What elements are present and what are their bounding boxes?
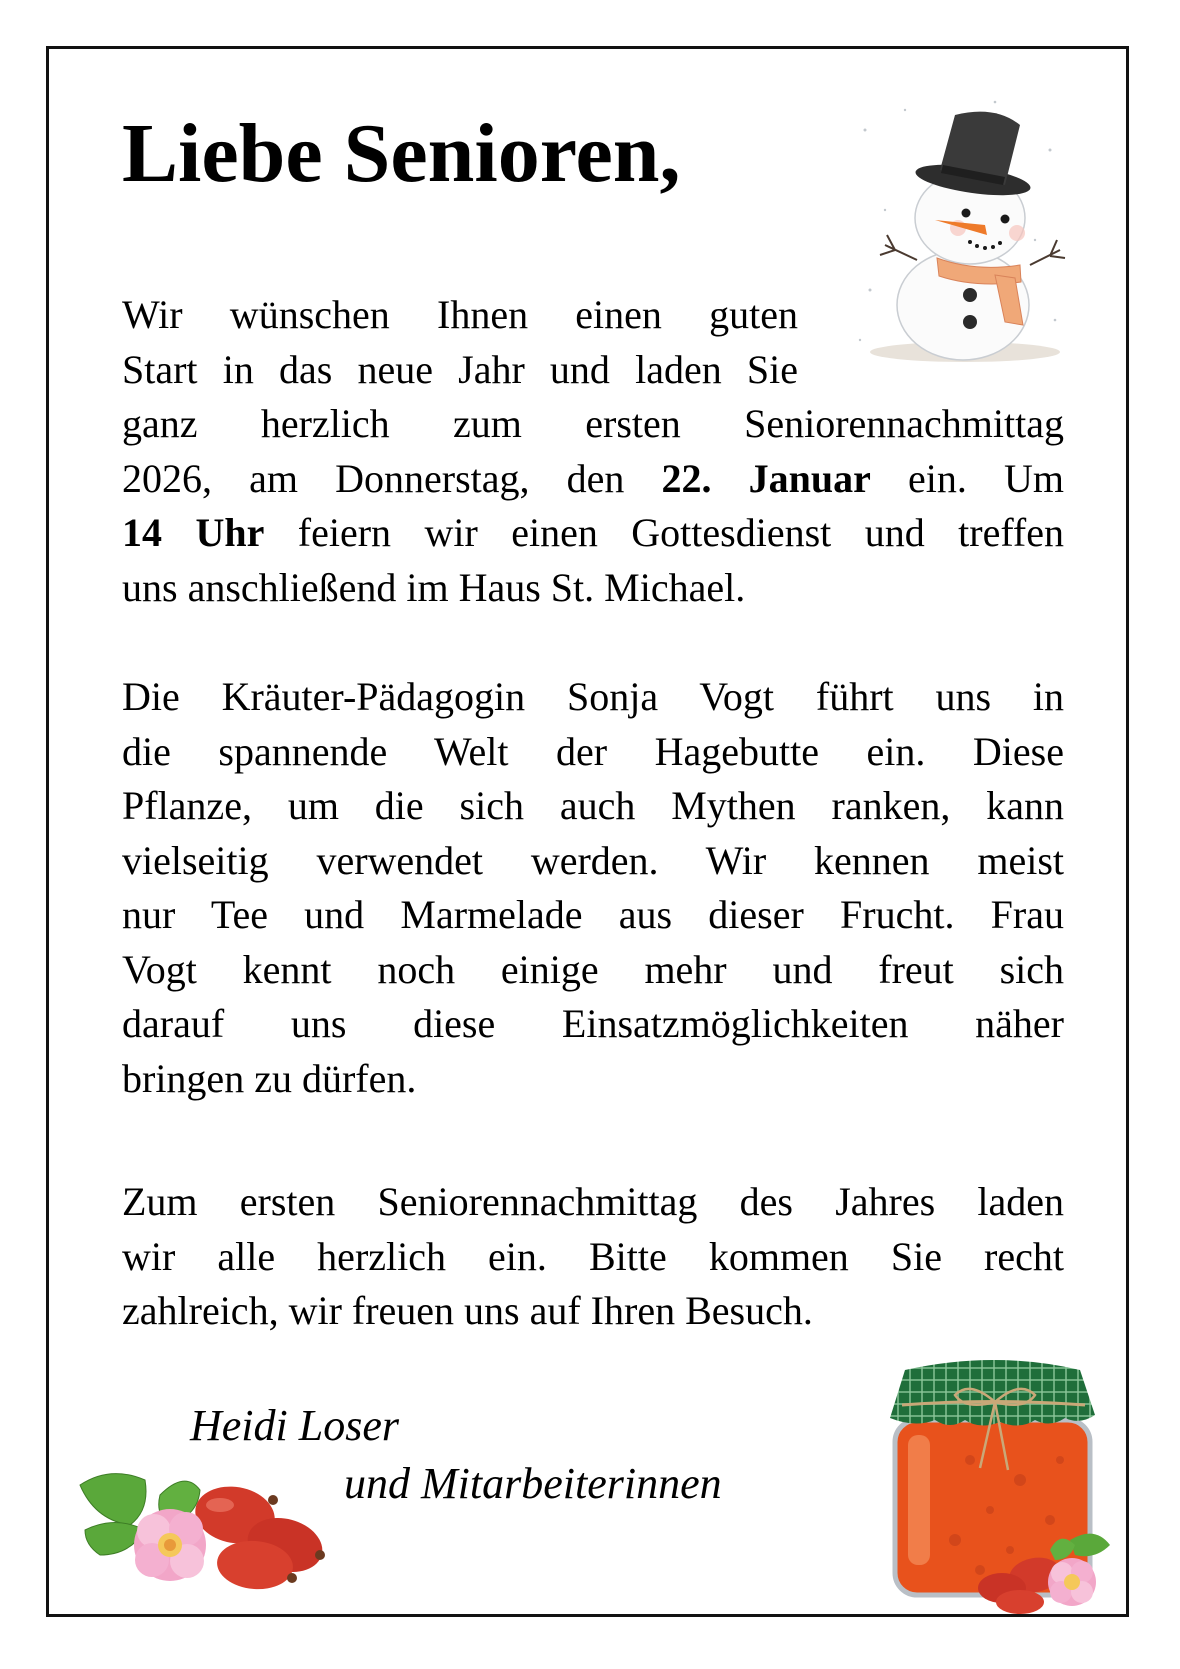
letter-greeting-title: Liebe Senioren, — [122, 107, 681, 200]
program-paragraph — [122, 670, 1064, 1106]
text-line: 14 Uhr feiern wir einen Gottesdienst und treffen — [122, 510, 1064, 555]
intro-paragraph — [122, 288, 1064, 615]
text-line: vielseitig verwendet werden. Wir kennen meist — [122, 837, 1064, 883]
text-line: Die Kräuter-Pädagogin Sonja Vogt führt uns in — [122, 674, 1064, 719]
text-line: nur Tee und Marmelade aus dieser Frucht. Frau — [122, 892, 1064, 937]
text-line: 2026, am Donnerstag, den 22. Januar ein. Um — [122, 455, 1065, 501]
jam-jar-icon — [880, 1350, 1120, 1615]
text-line: Pflanze, um die sich auch Mythen ranken, kann — [122, 783, 1064, 828]
text-line: Wir wünschen Ihnen einen guten — [122, 292, 798, 337]
text-line: Start in das neue Jahr und laden Sie — [122, 346, 798, 392]
text-line: zahlreich, wir freuen uns auf Ihren Besuch. — [122, 1288, 813, 1333]
signature-name: Heidi Loser — [190, 1401, 399, 1450]
text-line: Vogt kennt noch einige mehr und freut sich — [122, 946, 1064, 992]
event-time: 14 Uhr — [122, 510, 265, 555]
text-line: uns anschließend im Haus St. Michael. — [122, 564, 746, 610]
event-date: 22. Januar — [661, 455, 871, 501]
text-line: wir alle herzlich ein. Bitte kommen Sie recht — [122, 1233, 1064, 1279]
rosehip-icon — [70, 1460, 330, 1590]
text-line: Zum ersten Seniorennachmittag des Jahres laden — [122, 1179, 1064, 1224]
text-line: bringen zu dürfen. — [122, 1055, 417, 1101]
text-line: die spannende Welt der Hagebutte ein. Diese — [122, 728, 1064, 774]
text-line: darauf uns diese Einsatzmöglichkeiten näher — [122, 1001, 1064, 1046]
signature-team: und Mitarbeiterinnen — [344, 1459, 722, 1508]
closing-paragraph — [122, 1175, 1064, 1339]
text-line: ganz herzlich zum ersten Seniorennachmittag — [122, 401, 1064, 446]
